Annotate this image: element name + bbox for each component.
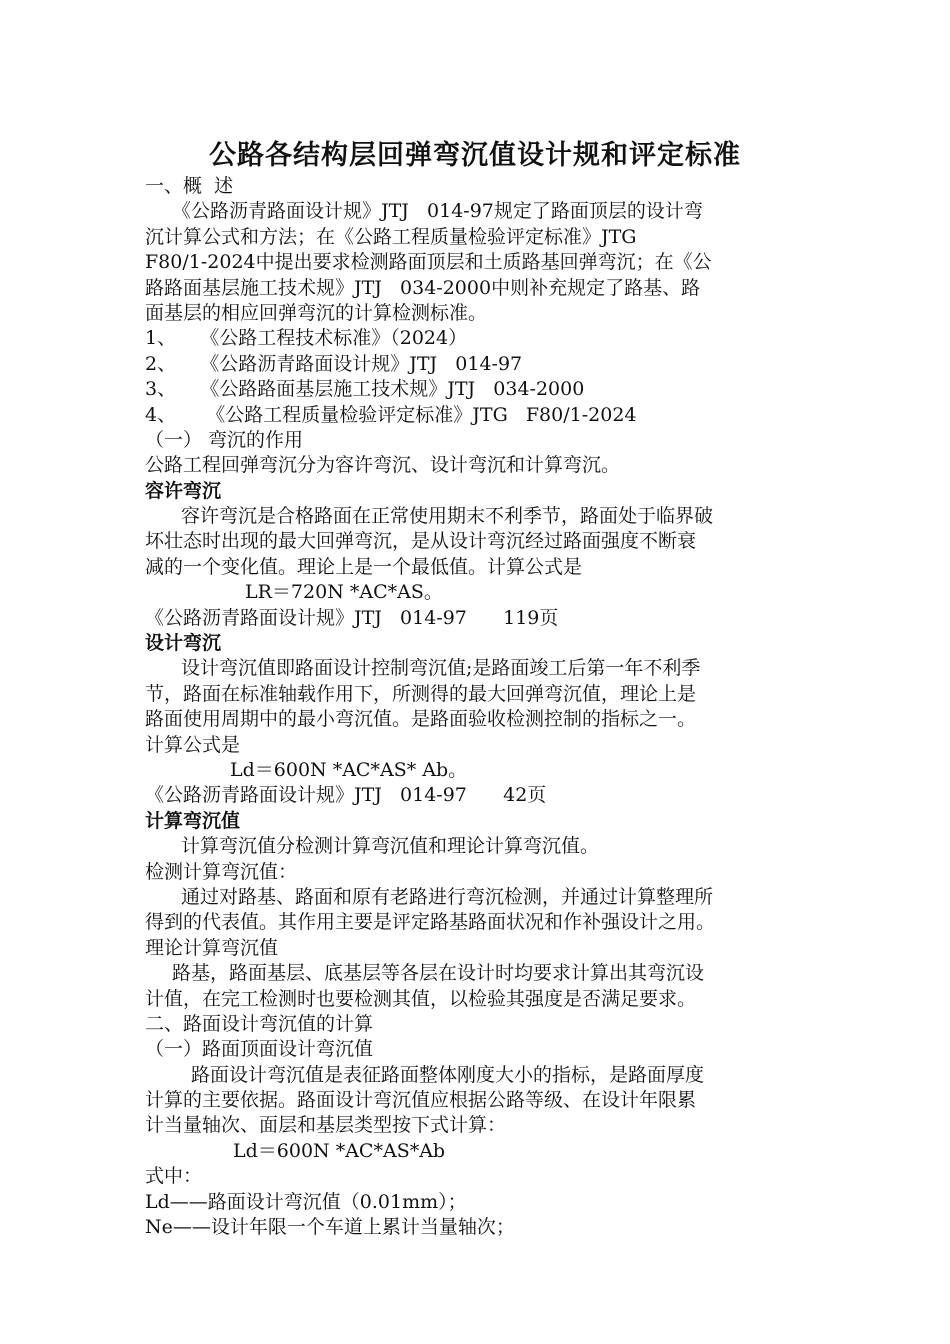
- reference-item: 1、 《公路工程技术标准》（2024）: [145, 327, 468, 350]
- section2-formula: Ld＝600N *AC*AS*Ab: [233, 1139, 446, 1162]
- reference-item: 4、 《公路工程质量检验评定标准》JTG F80/1-2024: [145, 403, 637, 426]
- allow-heading: 容许弯沉: [145, 479, 222, 502]
- paragraph-line: 路面设计弯沉值是表征路面整体刚度大小的指标，是路面厚度: [191, 1063, 705, 1086]
- paragraph-line: 《公路沥青路面设计规》JTJ 014-97规定了路面顶层的设计弯: [172, 200, 703, 223]
- design-formula: Ld＝600N *AC*AS* Ab。: [230, 758, 468, 781]
- overview-heading: 一、概 述: [145, 175, 234, 197]
- theory-paragraph: [145, 961, 810, 1012]
- document-title: 公路各结构层回弹弯沉值设计规和评定标准: [209, 140, 741, 171]
- paragraph-line: 面基层的相应回弹弯沉的计算检测标准。: [145, 301, 488, 324]
- reference-list: [145, 326, 810, 428]
- paragraph-line: 容许弯沉是合格路面在正常使用期末不利季节，路面处于临界破: [181, 505, 714, 528]
- where-label: 式中：: [145, 1165, 203, 1188]
- paragraph-line: F80/1-2024中提出要求检测路面顶层和土质路基回弹弯沉；在《公: [145, 251, 712, 274]
- where-item: Ne——设计年限一个车道上累计当量轴次；: [145, 1216, 515, 1239]
- calc-intro: 计算弯沉值分检测计算弯沉值和理论计算弯沉值。: [181, 835, 600, 858]
- paragraph-line: 计值，在完工检测时也要检测其值，以检验其强度是否满足要求。: [145, 987, 697, 1010]
- reference-item: 2、 《公路沥青路面设计规》JTJ 014-97: [145, 352, 523, 375]
- paragraph-line: 减的一个变化值。理论上是一个最低值。计算公式是: [145, 555, 583, 578]
- section2-subheading: （一）路面顶面设计弯沉值: [145, 1038, 374, 1061]
- calc-heading: 计算弯沉值: [145, 809, 241, 832]
- paragraph-line: 计当量轴次、面层和基层类型按下式计算：: [145, 1114, 507, 1137]
- paragraph-line: 坏壮态时出现的最大回弹弯沉，是从设计弯沉经过路面强度不断衰: [145, 530, 697, 553]
- design-reference: 《公路沥青路面设计规》JTJ 014-97 42页: [145, 784, 547, 807]
- paragraph-line: 节，路面在标准轴载作用下，所测得的最大回弹弯沉值，理论上是: [145, 682, 697, 705]
- theory-heading: 理论计算弯沉值: [145, 936, 279, 959]
- section1-heading: （一） 弯沉的作用: [145, 428, 304, 451]
- detect-heading: 检测计算弯沉值：: [145, 860, 298, 883]
- allow-paragraph: [145, 504, 810, 580]
- where-item: Ld——路面设计弯沉值（0.01mm）；: [145, 1190, 467, 1213]
- paragraph-line: 沉计算公式和方法；在《公路工程质量检验评定标准》JTG: [145, 225, 637, 248]
- design-heading: 设计弯沉: [145, 632, 222, 655]
- paragraph-line: 设计弯沉值即路面设计控制弯沉值;是路面竣工后第一年不利季: [181, 657, 701, 680]
- detect-paragraph: [145, 885, 810, 936]
- where-list: [145, 1190, 810, 1241]
- paragraph-line: 路面使用周期中的最小弯沉值。是路面验收检测控制的指标之一。: [145, 708, 697, 731]
- paragraph-line: 计算公式是: [145, 733, 241, 756]
- paragraph-line: 路路面基层施工技术规》JTJ 034-2000中则补充规定了路基、路: [145, 276, 701, 299]
- section1-intro: 公路工程回弹弯沉分为容许弯沉、设计弯沉和计算弯沉。: [145, 454, 621, 477]
- paragraph-line: 通过对路基、路面和原有老路进行弯沉检测，并通过计算整理所: [181, 885, 714, 908]
- paragraph-line: 计算的主要依据。路面设计弯沉值应根据公路等级、在设计年限累: [145, 1089, 697, 1112]
- design-paragraph: [145, 656, 810, 758]
- reference-item: 3、 《公路路面基层施工技术规》JTJ 034-2000: [145, 378, 585, 401]
- section2-paragraph: [145, 1063, 810, 1139]
- allow-reference: 《公路沥青路面设计规》JTJ 014-97 119页: [145, 606, 559, 629]
- document-body: [145, 174, 810, 1240]
- section2-heading: 二、路面设计弯沉值的计算: [145, 1012, 374, 1035]
- overview-paragraph: [145, 199, 810, 326]
- paragraph-line: 路基，路面基层、底基层等各层在设计时均要求计算出其弯沉设: [172, 962, 705, 985]
- allow-formula: LR＝720N *AC*AS。: [245, 581, 443, 604]
- paragraph-line: 得到的代表值。其作用主要是评定路基路面状况和作补强设计之用。: [145, 911, 716, 934]
